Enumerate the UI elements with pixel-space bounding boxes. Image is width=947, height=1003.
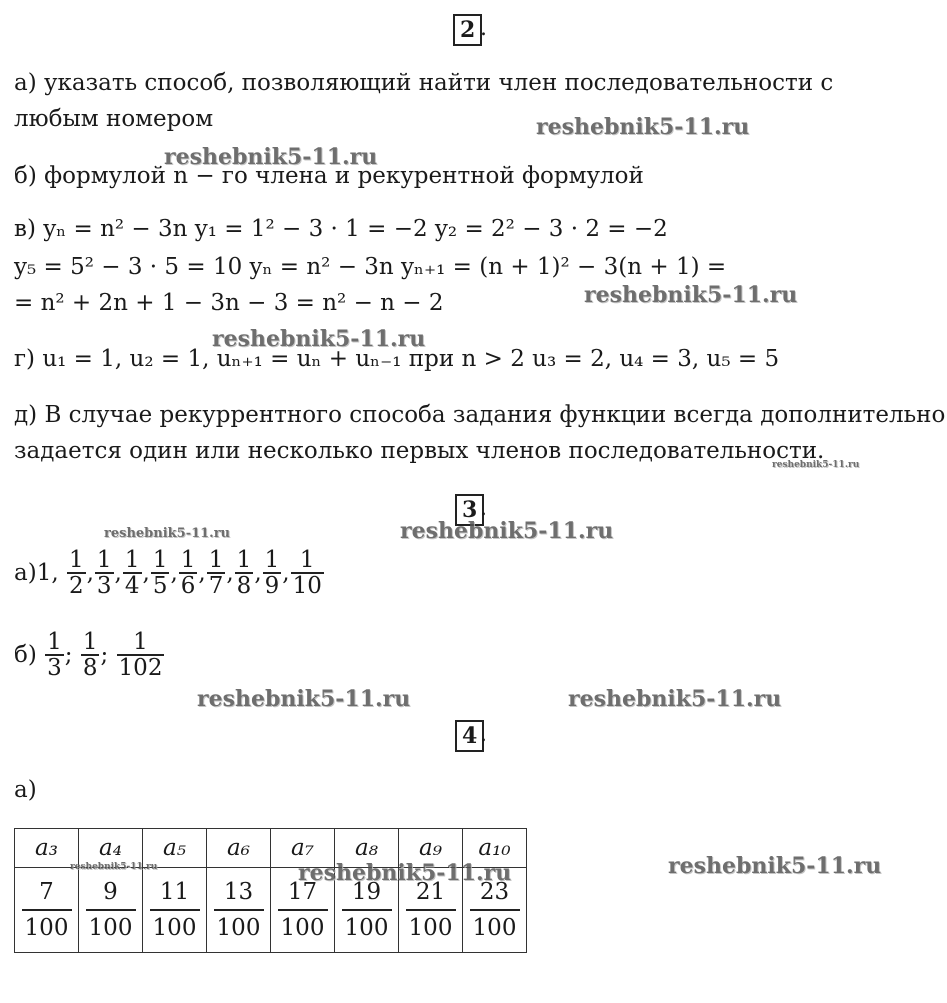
- table-header-cell: a₇: [271, 829, 335, 868]
- task2-a-line2: любым номером: [14, 106, 214, 132]
- task4-a-label: а): [14, 777, 37, 803]
- watermark: reshebnik5-11.ru: [70, 862, 158, 872]
- fraction-numerator: 9: [103, 879, 118, 905]
- fraction-numerator: 21: [415, 879, 446, 905]
- fraction: [123, 548, 142, 598]
- watermark: reshebnik5-11.ru: [164, 144, 378, 170]
- task2-number: 2: [453, 14, 482, 46]
- watermark: reshebnik5-11.ru: [104, 526, 231, 541]
- fraction: [117, 630, 165, 680]
- table-header-cell: a₉: [399, 829, 463, 868]
- table-header-cell: a₄: [79, 829, 143, 868]
- table-header-cell: a₁₀: [463, 829, 527, 868]
- fraction: [291, 548, 324, 598]
- fraction-numerator: 1: [208, 547, 224, 573]
- task3-a-row: а)1, $\frac{1}{2}$ , $\frac{1}{3}$ , $\frac{1}{4}$ , $\frac{1}{5}$ , $\frac{1}{6}$ , $\frac{1}{7}$ , $\frac{1}{8}$ , $\frac{1}{9}$ , $\frac{1}{10}$: [14, 548, 325, 598]
- watermark: reshebnik5-11.ru: [298, 860, 512, 886]
- fraction-numerator: 17: [287, 879, 318, 905]
- fraction-denominator: 100: [150, 909, 200, 945]
- task2-d-line2: задается один или несколько первых членов последовательности.: [14, 438, 825, 464]
- table-value-cell: [15, 868, 79, 953]
- fraction-denominator: 2: [68, 573, 84, 599]
- fraction-numerator: 1: [47, 629, 62, 655]
- table-header-cell: a₅: [143, 829, 207, 868]
- fraction-numerator: 1: [124, 547, 140, 573]
- separator: ,: [170, 560, 178, 586]
- fraction: [86, 875, 136, 945]
- fraction-denominator: 6: [180, 573, 196, 599]
- task2-v-line2: y₅ = 5² − 3 · 5 = 10 yₙ = n² − 3n yₙ₊₁ = (n + 1)² − 3(n + 1) =: [14, 254, 727, 280]
- table-value-cell: [143, 868, 207, 953]
- fraction: [67, 548, 86, 598]
- task2-v-line1: в) yₙ = n² − 3n y₁ = 1² − 3 · 1 = −2 y₂ = 2² − 3 · 2 = −2: [14, 216, 668, 242]
- task3-a-prefix: а): [14, 560, 37, 586]
- fraction-denominator: 8: [82, 655, 98, 681]
- fraction: [150, 875, 200, 945]
- fraction-denominator: 3: [47, 655, 62, 681]
- fraction: [179, 548, 198, 598]
- watermark: reshebnik5-11.ru: [536, 114, 750, 140]
- fraction-numerator: 1: [96, 547, 112, 573]
- fraction: [207, 548, 226, 598]
- task3-number: 3: [455, 494, 484, 526]
- fraction-numerator: 13: [223, 879, 254, 905]
- task3-a-first: 1: [36, 560, 52, 586]
- watermark: reshebnik5-11.ru: [772, 460, 860, 470]
- fraction-numerator: 1: [68, 547, 84, 573]
- sequence-table: [14, 828, 527, 953]
- fraction: [263, 548, 282, 598]
- task4-number: 4: [455, 720, 484, 752]
- fraction-numerator: 1: [133, 629, 148, 655]
- separator: ,: [198, 560, 206, 586]
- separator: ,: [114, 560, 122, 586]
- fraction-numerator: 23: [479, 879, 510, 905]
- watermark: reshebnik5-11.ru: [400, 518, 614, 544]
- fraction-denominator: 10: [292, 573, 322, 599]
- watermark: reshebnik5-11.ru: [197, 686, 411, 712]
- table-header-cell: a₈: [335, 829, 399, 868]
- task2-g: г) u₁ = 1, u₂ = 1, uₙ₊₁ = uₙ + uₙ₋₁ при n > 2 u₃ = 2, u₄ = 3, u₅ = 5: [14, 346, 780, 372]
- fraction-denominator: 100: [22, 909, 72, 945]
- task2-number-dot: .: [480, 16, 487, 41]
- watermark: reshebnik5-11.ru: [212, 326, 426, 352]
- fraction: [95, 548, 114, 598]
- separator: ;: [100, 642, 116, 668]
- fraction-denominator: 100: [86, 909, 136, 945]
- fraction-numerator: 1: [180, 547, 196, 573]
- separator: ,: [226, 560, 234, 586]
- fraction-denominator: 100: [214, 909, 264, 945]
- table-header-cell: a₃: [15, 829, 79, 868]
- fraction-denominator: 100: [406, 909, 456, 945]
- fraction: [214, 875, 264, 945]
- fraction-denominator: 100: [342, 909, 392, 945]
- task3-b-prefix: б): [14, 642, 37, 668]
- task2-a-line1: а) указать способ, позволяющий найти член последовательности с: [14, 70, 834, 96]
- fraction-denominator: 100: [470, 909, 520, 945]
- table-value-cell: [79, 868, 143, 953]
- fraction: [81, 630, 100, 680]
- fraction-numerator: 1: [299, 547, 315, 573]
- fraction-numerator: 1: [82, 629, 98, 655]
- fraction: [235, 548, 254, 598]
- separator: ,: [282, 560, 290, 586]
- separator: ;: [64, 642, 80, 668]
- fraction-numerator: 11: [159, 879, 190, 905]
- fraction-numerator: 7: [39, 879, 54, 905]
- fraction-denominator: 100: [278, 909, 328, 945]
- separator: ,: [254, 560, 262, 586]
- fraction: [22, 875, 72, 945]
- fraction: [45, 630, 64, 680]
- task3-number-dot: .: [480, 496, 487, 521]
- separator: ,: [142, 560, 150, 586]
- fraction-denominator: 102: [118, 655, 163, 681]
- task2-d-line1: д) В случае рекуррентного способа задания функции всегда дополнительно: [14, 402, 946, 428]
- task2-b: б) формулой n − го члена и рекурентной формулой: [14, 163, 644, 189]
- watermark: reshebnik5-11.ru: [568, 686, 782, 712]
- task3-b-fractions: [44, 629, 165, 681]
- fraction-numerator: 1: [264, 547, 280, 573]
- fraction-denominator: 4: [124, 573, 140, 599]
- table-header-cell: a₆: [207, 829, 271, 868]
- watermark: reshebnik5-11.ru: [668, 853, 882, 879]
- separator: ,: [86, 560, 94, 586]
- fraction-denominator: 8: [236, 573, 252, 599]
- task2-v-line3: = n² + 2n + 1 − 3n − 3 = n² − n − 2: [14, 290, 444, 316]
- task4-number-dot: .: [480, 722, 487, 747]
- table-value-cell: [207, 868, 271, 953]
- fraction-denominator: 9: [264, 573, 280, 599]
- fraction: [151, 548, 170, 598]
- watermark: reshebnik5-11.ru: [584, 282, 798, 308]
- fraction-numerator: 1: [152, 547, 168, 573]
- fraction-denominator: 7: [208, 573, 224, 599]
- task3-b-row: [14, 630, 165, 680]
- fraction-denominator: 5: [152, 573, 168, 599]
- fraction-numerator: 1: [236, 547, 252, 573]
- fraction-numerator: 19: [351, 879, 382, 905]
- fraction-denominator: 3: [96, 573, 112, 599]
